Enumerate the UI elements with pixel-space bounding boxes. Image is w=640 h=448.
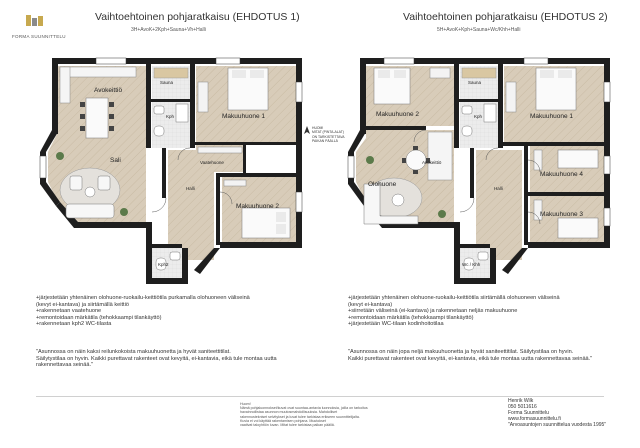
note-line: MITAT (PINTA-ALAT) (312, 130, 344, 135)
floor-plan-1 (36, 52, 306, 290)
sofa (66, 204, 114, 218)
logo-mark-icon (12, 14, 58, 28)
room-label-vaatehuone: Vaatehuone (200, 160, 224, 165)
contact-phone: 050 5011616 (508, 404, 537, 410)
disclaimer-line: vaativat taloyhtiön luvan. Mitat tulee tarkistaa paikan päällä. (240, 423, 335, 428)
room-label-sali: Sali (110, 157, 121, 164)
change-item: +rakennetaan vaatehuone (36, 308, 102, 315)
bed-mh3 (558, 218, 598, 238)
right-quote (348, 349, 592, 362)
disclaimer-line: Huom! (240, 402, 251, 406)
right-change-list (348, 295, 560, 328)
disclaimer-note (240, 402, 410, 427)
contact-website: www.formasuunnittelu.fi (508, 416, 561, 422)
room-label-halli: Halli (186, 186, 195, 191)
change-item: +järjestetään yhtenäinen olohuone-ruokailu-keittiötila siirtämällä olohuoneen väliseinä (348, 295, 560, 301)
kitchen-counter (428, 132, 452, 180)
room-label-avokeittio: Avokeittiö (422, 160, 442, 165)
contact-name: Henrik Wilk (508, 398, 534, 404)
left-plan-subtitle: 3H+AvoK+2Kph+Sauna+Vh+Halli (131, 27, 206, 33)
room-label-kph: Kph (166, 114, 175, 119)
room-label-makuuhuone-1: Makuuhuone 1 (530, 113, 574, 120)
change-item: +rakennetaan kph2 WC-tilasta (36, 321, 112, 328)
note-line: ON TARKISTETTAVA (312, 134, 345, 139)
room-label-avokeittio: Avokeittiö (94, 87, 123, 94)
right-plan-title: Vaihtoehtoinen pohjaratkaisu (EHDOTUS 2) (403, 11, 608, 23)
disclaimer-line: havainnollistaa asunnon muutosmahdollisuuksia. Mahdolliset (240, 410, 338, 415)
room-label-kph: Kph (474, 114, 483, 119)
halli-floor (476, 150, 522, 260)
change-item: (kevyt ei-kantava) ja siirtämällä keittiö (36, 301, 129, 308)
note-line: PAIKAN PÄÄLLÄ (312, 139, 338, 144)
logo-text: FORMA SUUNNITTELU (12, 34, 66, 39)
contact-slogan: "Arvoasuntojen suunnittelua vuodesta 1995" (508, 422, 607, 428)
quote-line: rakennettavaa seinää." (36, 362, 94, 369)
quote-line: "Asunnossa on näin kaksi reilunkokoista makuuhuonetta ja hyvät saniteettitilat. (36, 349, 231, 355)
left-plan-title: Vaihtoehtoinen pohjaratkaisu (EHDOTUS 1) (95, 11, 300, 23)
contact-company: Forma Suunnittelu (508, 410, 549, 416)
plant-icon (438, 210, 446, 218)
change-item: +järjestetään yhtenäinen olohuone-ruokailu-keittiötila purkamalla olohuoneen väliseinä (36, 295, 250, 301)
change-item: +remontoidaan märkätila (tehokkaampi tilankäyttö) (348, 314, 474, 321)
room-label-makuuhuone-1: Makuuhuone 1 (222, 113, 266, 120)
floor-plan-2 (344, 52, 614, 290)
bed-mh4 (558, 150, 598, 168)
change-item: (kevyt ei-kantava) (348, 301, 393, 308)
room-label-olohuone: Olohuone (368, 181, 397, 188)
room-label-halli: Halli (494, 186, 503, 191)
note-line: HUOM! (312, 126, 324, 130)
change-item: +järjestetään WC-tilaan kodinhoitotilaa (348, 321, 444, 328)
dining-table (86, 98, 108, 138)
room-label-makuuhuone-4: Makuuhuone 4 (540, 171, 584, 178)
room-label-sauna: Sauna (160, 80, 174, 85)
left-change-list (36, 295, 250, 328)
room-label-wc-khh: Wc / Khh (462, 262, 481, 267)
change-item: +remontoidaan märkätila (tehokkaampi tilankäyttö) (36, 314, 162, 321)
north-arrow-icon (303, 126, 311, 134)
plant-icon (56, 152, 64, 160)
footer-divider (36, 396, 604, 397)
contact-info (508, 398, 606, 428)
room-label-makuuhuone-3: Makuuhuone 3 (540, 211, 584, 218)
quote-line: "Asunnossa on näin jopa neljä makuuhuonetta ja hyvät saniteettitilat. Säilytystilaa on hyvin. (348, 349, 574, 355)
room-label-makuuhuone-2: Makuuhuone 2 (236, 203, 280, 210)
plant-icon (120, 208, 128, 216)
disclaimer-line: Kuvia ei voi käyttää rakentamisen pohjana. Muutokset (240, 418, 326, 423)
quote-line: Kaikki purettavat rakenteet ovat kevyitä, ei-kantavia, eikä tule montaa uutta rakennettavaa seinää." (348, 355, 593, 362)
disclaimer-line: rakennustekniset selvitykset ja luvat tulee tarkistaa erikseen suunnittelijalta. (240, 414, 360, 419)
change-item: +siirretään väliseinä (ei-kantava) ja rakennetaan neljäs makuuhuone (348, 308, 518, 315)
kitchen-counter (60, 67, 136, 77)
room-label-sauna: Sauna (468, 80, 482, 85)
plant-icon (366, 156, 374, 164)
disclaimer-line: Nämä pohjaluonnokset/kuvat ovat suuntaa-antavia luonnoksia, joilla on tarkoitus (240, 406, 368, 411)
room-label-kph2: Kph2 (158, 262, 169, 267)
halli-floor (168, 150, 214, 260)
quote-line: Säilytystilaa on hyvin. Kaikki purettavat rakenteet ovat kevyitä, ei-kantavia, eikä tule montaa uutta (36, 355, 277, 362)
left-quote (36, 349, 277, 369)
right-plan-subtitle: 5H+AvoK+Kph+Sauna+Wc/Khh+Halli (437, 27, 521, 33)
brand-logo (12, 14, 66, 39)
room-label-makuuhuone-2: Makuuhuone 2 (376, 111, 420, 118)
